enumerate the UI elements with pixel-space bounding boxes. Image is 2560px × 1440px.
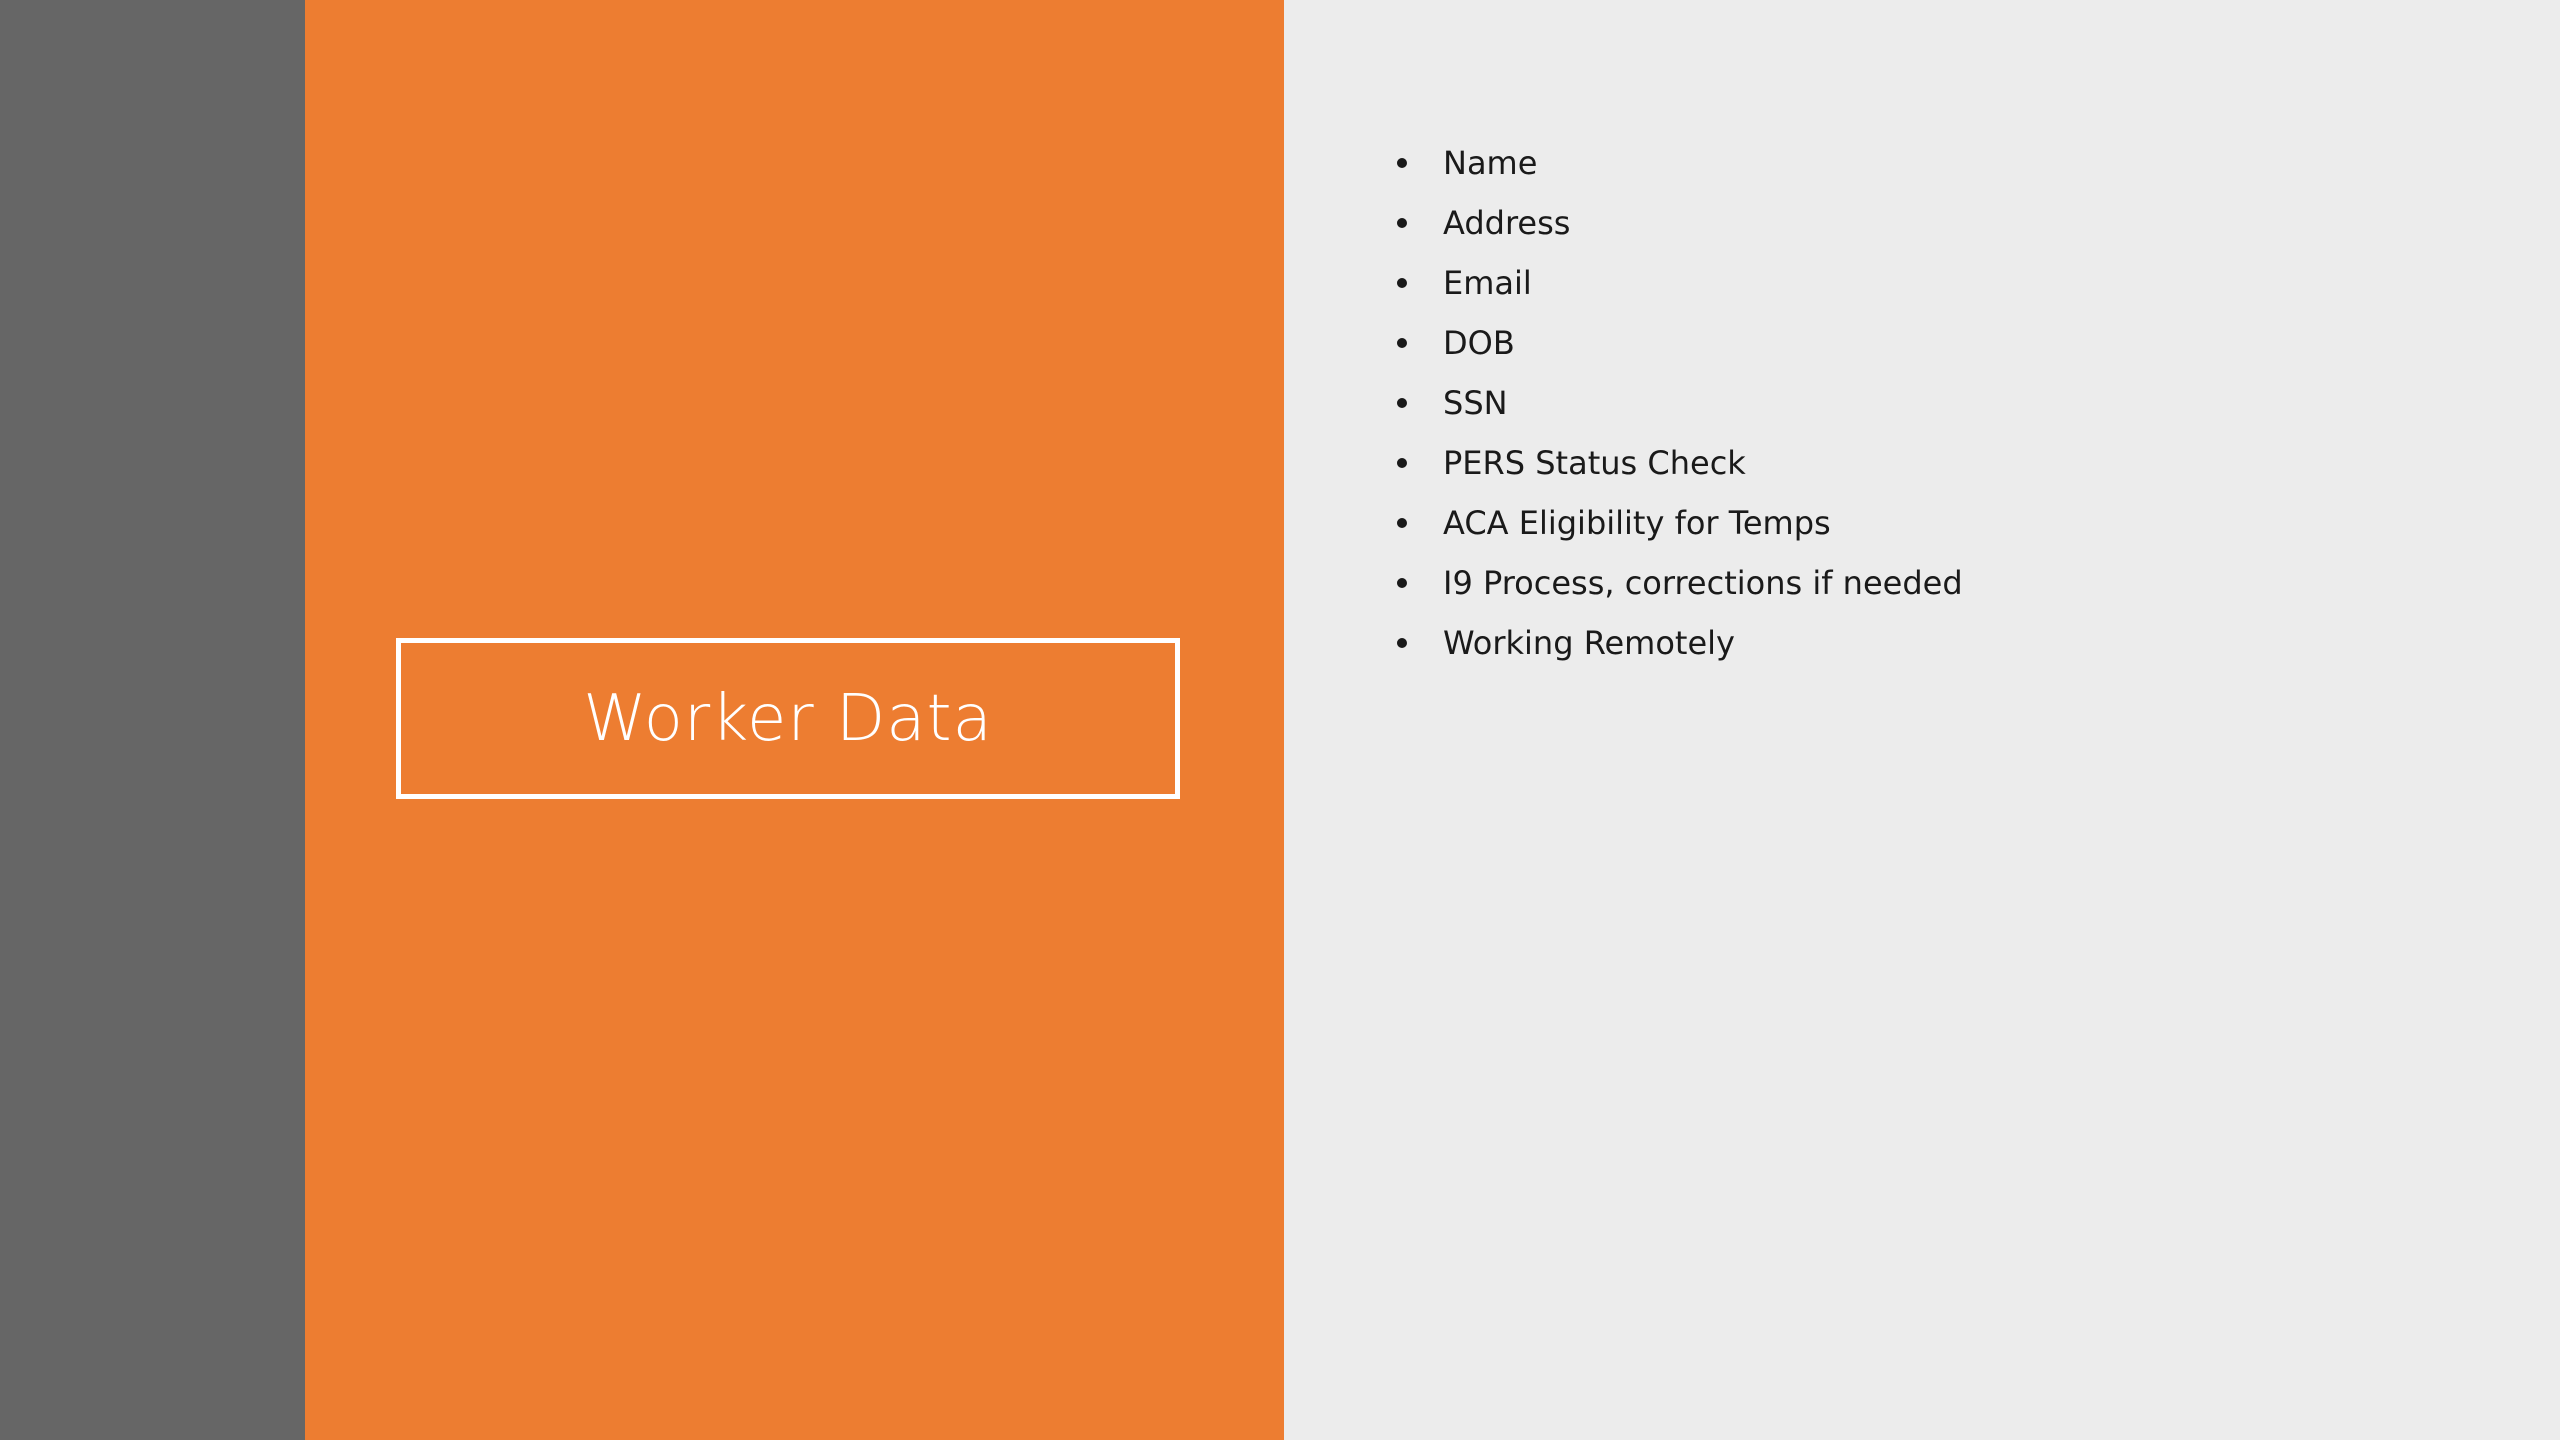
bullet-text: I9 Process, corrections if needed — [1443, 564, 1963, 602]
bullet-item-working-remotely — [1395, 613, 1963, 673]
bullet-dot-icon — [1397, 638, 1407, 648]
bullet-text: Name — [1443, 144, 1538, 182]
bullet-text: ACA Eligibility for Temps — [1443, 504, 1831, 542]
bullet-item-address — [1395, 193, 1963, 253]
bullet-item-email — [1395, 253, 1963, 313]
bullet-text: Email — [1443, 264, 1532, 302]
bullet-text: Address — [1443, 204, 1571, 242]
bullet-text: SSN — [1443, 384, 1508, 422]
bullet-dot-icon — [1397, 458, 1407, 468]
bullet-dot-icon — [1397, 578, 1407, 588]
bullet-dot-icon — [1397, 158, 1407, 168]
bullet-item-dob — [1395, 313, 1963, 373]
bullet-text: DOB — [1443, 324, 1515, 362]
bullet-item-pers-status-check — [1395, 433, 1963, 493]
left-gray-band — [0, 0, 305, 1440]
bullet-dot-icon — [1397, 338, 1407, 348]
bullet-item-name — [1395, 133, 1963, 193]
bullet-dot-icon — [1397, 518, 1407, 528]
bullet-dot-icon — [1397, 278, 1407, 288]
bullet-text: PERS Status Check — [1443, 444, 1746, 482]
slide-title: Worker Data — [583, 681, 993, 756]
bullet-dot-icon — [1397, 398, 1407, 408]
bullet-item-aca-eligibility — [1395, 493, 1963, 553]
bullet-dot-icon — [1397, 218, 1407, 228]
bullet-item-i9-process — [1395, 553, 1963, 613]
bullet-item-ssn — [1395, 373, 1963, 433]
bullet-list — [1395, 133, 1963, 673]
title-frame — [396, 638, 1180, 799]
bullet-text: Working Remotely — [1443, 624, 1735, 662]
